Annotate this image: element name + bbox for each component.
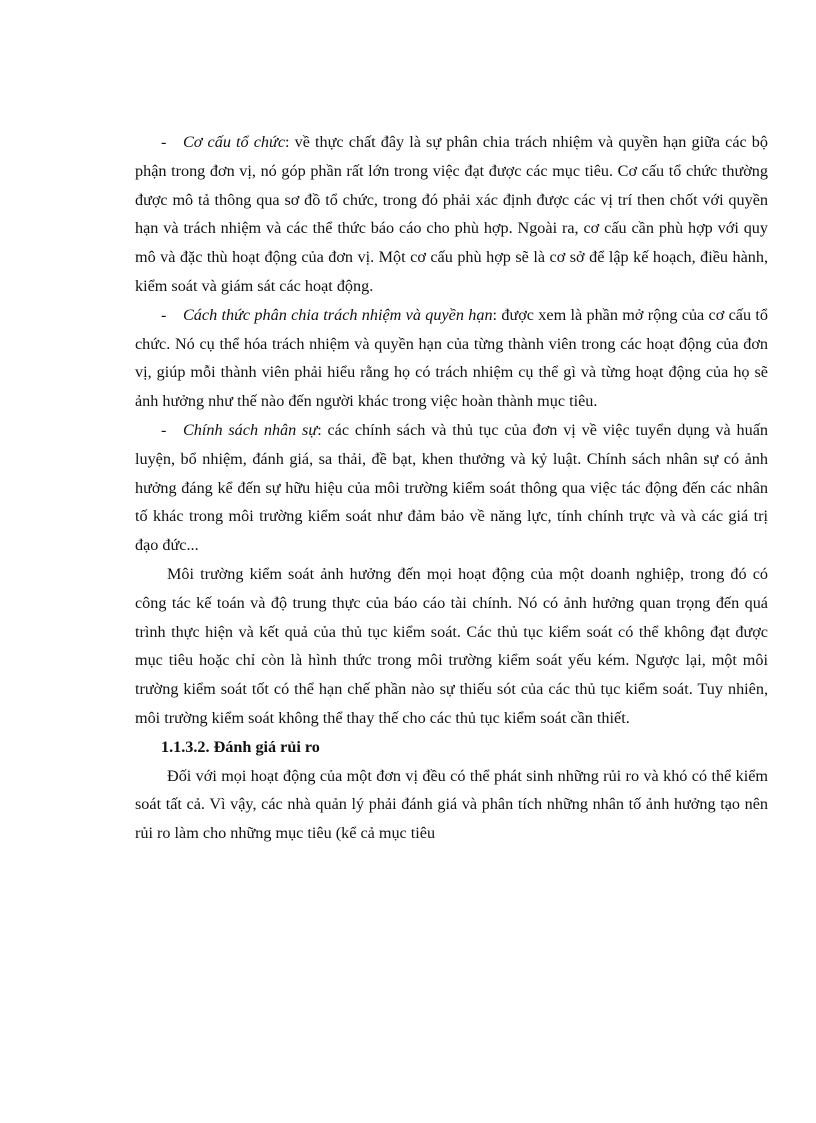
bullet-term: Chính sách nhân sự <box>183 420 318 439</box>
body-paragraph-control-environment: Môi trường kiểm soát ảnh hưởng đến mọi hoạt động của một doanh nghiệp, trong đó có công tác kế toán và độ trung thực của báo cáo tài chính. Nó có ảnh hưởng quan trọng đến quá trình thực hiện và kết quả của thủ tục kiểm soát. Các thủ tục kiểm soát có thể không đạt được mục tiêu hoặc chỉ còn là hình thức trong môi trường kiểm soát yếu kém. Ngược lại, một môi trường kiểm soát tốt có thể hạn chế phần nào sự thiếu sót của các thủ tục kiểm soát. Tuy nhiên, môi trường kiểm soát không thể thay thế cho các thủ tục kiểm soát cần thiết. <box>135 564 768 727</box>
document-body <box>135 128 768 848</box>
bullet-paragraph-hr-policy <box>135 416 768 560</box>
bullet-dash: - <box>161 305 167 324</box>
bullet-text: : các chính sách và thủ tục của đơn vị về việc tuyển dụng và huấn luyện, bổ nhiệm, đánh giá, sa thải, đề bạt, khen thưởng và kỷ luật. Chính sách nhân sự có ảnh hưởng đáng kể đến sự hữu hiệu của môi trường kiểm soát thông qua việc tác động đến các nhân tố khác trong môi trường kiểm soát như đảm bảo về năng lực, tính chính trực và và các giá trị đạo đức... <box>135 420 768 555</box>
body-paragraph-risk-assessment: Đối với mọi hoạt động của một đơn vị đều có thể phát sinh những rủi ro và khó có thể kiểm soát tất cả. Vì vậy, các nhà quản lý phải đánh giá và phân tích những nhân tố ảnh hưởng tạo nên rủi ro làm cho những mục tiêu (kể cả mục tiêu <box>135 766 768 843</box>
bullet-text: : về thực chất đây là sự phân chia trách nhiệm và quyền hạn giữa các bộ phận trong đơn vị, nó góp phần rất lớn trong việc đạt được các mục tiêu. Cơ cấu tổ chức thường được mô tả thông qua sơ đồ tổ chức, trong đó phải xác định được các vị trí then chốt với quyền hạn và trách nhiệm và các thể thức báo cáo cho phù hợp. Ngoài ra, cơ cấu cần phù hợp với quy mô và đặc thù hoạt động của đơn vị. Một cơ cấu phù hợp sẽ là cơ sở để lập kế hoạch, điều hành, kiểm soát và giám sát các hoạt động. <box>135 133 768 295</box>
bullet-text: : được xem là phần mở rộng của cơ cấu tổ chức. Nó cụ thể hóa trách nhiệm và quyền hạn của từng thành viên trong các hoạt động của đơn vị, giúp mỗi thành viên phải hiểu rằng họ có trách nhiệm cụ thể gì và từng hoạt động của họ sẽ ảnh hưởng như thế nào đến người khác trong việc hoàn thành mục tiêu. <box>135 305 768 411</box>
bullet-term: Cơ cấu tổ chức <box>183 133 286 151</box>
bullet-paragraph-responsibility <box>135 301 768 416</box>
section-heading: 1.1.3.2. Đánh giá rủi ro <box>161 737 320 756</box>
bullet-paragraph-org-structure <box>135 128 768 301</box>
bullet-dash: - <box>161 133 167 151</box>
bullet-term: Cách thức phân chia trách nhiệm và quyền hạn <box>183 305 493 324</box>
bullet-dash: - <box>161 420 167 439</box>
